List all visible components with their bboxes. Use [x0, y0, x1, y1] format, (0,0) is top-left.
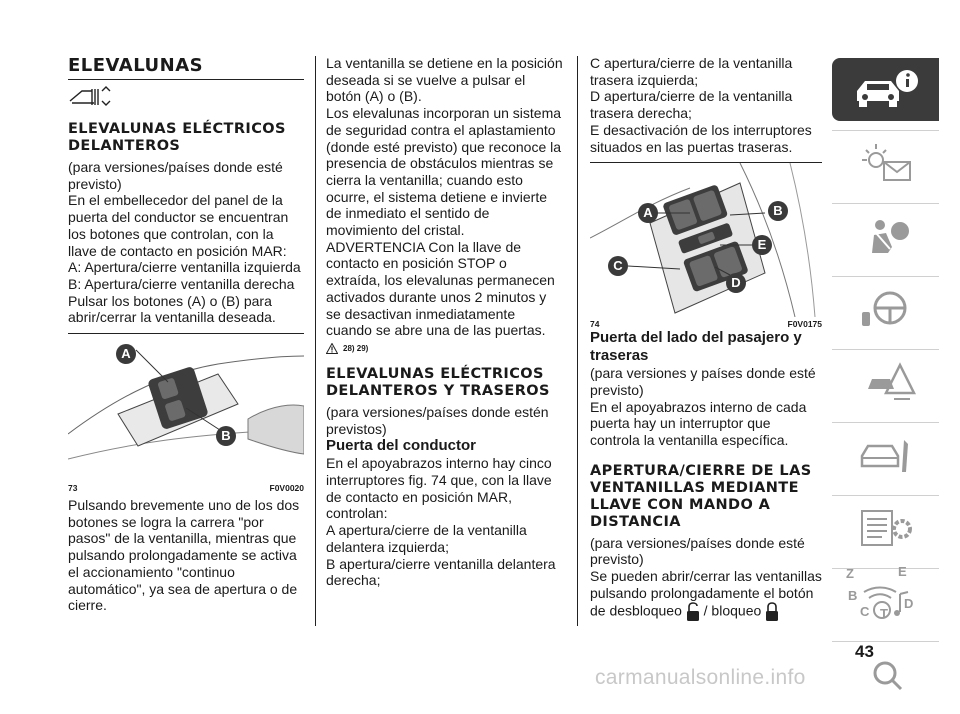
page-number: 43 — [855, 642, 874, 661]
warning-lights-icon — [854, 140, 918, 186]
column-2 — [326, 0, 563, 589]
column-1 — [68, 0, 304, 614]
figure-caption — [590, 319, 822, 329]
paragraph: B apertura/cierre ventanilla delantera derecha; — [326, 555, 556, 589]
paragraph: ADVERTENCIA Con la llave de contacto en posición STOP o extraída, los elevalunas permanecen activados durante unos 2 minutos y se desactivan inmediatamente cuando se abre una de las puertas. — [326, 238, 555, 339]
callout-b: B — [216, 426, 236, 446]
sidebar-tab-index[interactable] — [832, 641, 939, 705]
callout-c: C — [608, 256, 628, 276]
figure-code: F0V0020 — [269, 483, 304, 494]
steering-wheel-icon — [854, 286, 918, 332]
paragraph: A apertura/cierre de la ventanilla delantera izquierda; — [326, 522, 527, 555]
warning-references — [326, 343, 563, 354]
armrest-switches-illustration — [590, 163, 822, 317]
figure-number: 73 — [68, 483, 78, 494]
index-letter: Z — [846, 566, 854, 581]
subheading: Puerta del lado del pasajero y traseras — [590, 329, 802, 365]
sidebar-tab-car-info[interactable] — [832, 58, 939, 121]
paragraph: C apertura/cierre de la ventanilla trasera izquierda; — [590, 55, 793, 88]
figure-code: F0V0175 — [787, 319, 822, 330]
sidebar-tab-starting-driving[interactable] — [832, 276, 939, 340]
watermark: carmanualsonline.info — [595, 666, 806, 689]
subsection-heading: ELEVALUNAS ELÉCTRICOS DELANTEROS — [68, 121, 286, 154]
sidebar-tab-technical-data[interactable] — [832, 495, 939, 559]
paragraph: (para versiones/países donde estén previstos) — [326, 403, 549, 437]
sidebar-tab-warning-lights[interactable] — [832, 130, 939, 194]
section-heading: ELEVALUNAS ELÉCTRICOS DELANTEROS Y TRASEROS — [326, 365, 550, 399]
figure-caption — [68, 483, 304, 493]
figure-74 — [590, 163, 822, 317]
paragraph: (para versiones/países donde esté previsto) — [68, 159, 283, 192]
paragraph: (para versiones y países donde esté previsto) — [590, 365, 816, 398]
index-letter: B — [848, 588, 858, 603]
sidebar-tab-safety[interactable] — [832, 203, 939, 267]
callout-a: A — [638, 203, 658, 223]
paragraph: B: Apertura/cierre ventanilla derecha — [68, 275, 295, 292]
sidebar-tab-maintenance[interactable] — [832, 422, 939, 486]
paragraph: Pulsando brevemente uno de los dos botones se logra la carrera "por pasos" de la ventanilla, mientras que pulsando prolongadamente se activa el accionamiento "continuo automático", ya sea de apertura o de cierre. — [68, 497, 300, 614]
powered-window-icon — [68, 80, 304, 111]
warning-triangle-icon — [326, 343, 338, 354]
subheading: Puerta del conductor — [326, 437, 477, 455]
column-divider — [577, 56, 578, 626]
door-switch-illustration — [68, 334, 304, 481]
index-letter: C — [860, 604, 870, 619]
paragraph: A: Apertura/cierre ventanilla izquierda — [68, 259, 301, 276]
paragraph: E desactivación de los interruptores situados en las puertas traseras. — [590, 121, 812, 155]
section-title: ELEVALUNAS — [68, 55, 204, 76]
paragraph: D apertura/cierre de la ventanilla trasera derecha; — [590, 88, 793, 122]
paragraph: En el apoyabrazos interno de cada puerta hay un interruptor que controla la ventanilla específica. — [590, 398, 807, 449]
figure-number: 74 — [590, 319, 600, 330]
unlock-label: de desbloqueo — [590, 602, 682, 619]
index-letter: E — [898, 564, 907, 579]
paragraph: En el embellecedor del panel de la puerta del conductor se encuentran los botones que controlan, con la llave de contacto en posición MAR: — [68, 192, 289, 259]
paragraph — [590, 602, 822, 622]
emergency-triangle-icon — [854, 359, 918, 405]
unlock-icon — [686, 602, 700, 622]
index-letter: D — [904, 596, 914, 611]
paragraph: Los elevalunas incorporan un sistema de seguridad contra el aplastamiento (donde esté previsto) que reconoce la presencia de obstáculos mientras se cierra la ventanilla; cuando esto ocurre, el sistema detiene e invierte de inmediato el sentido de movimiento del cristal. — [326, 105, 562, 239]
paragraph: Pulsar los botones (A) o (B) para abrir/cerrar la ventanilla deseada. — [68, 292, 276, 326]
lock-label: / bloqueo — [703, 602, 762, 619]
index-letter: T — [880, 606, 888, 621]
callout-a: A — [116, 344, 136, 364]
sidebar-tab-emergency[interactable] — [832, 349, 939, 413]
section-heading: APERTURA/CIERRE DE LAS VENTANILLAS MEDIANTE LLAVE CON MANDO A DISTANCIA — [590, 462, 812, 530]
paragraph: (para versiones/países donde esté previsto) — [590, 534, 805, 568]
index-letters — [832, 562, 939, 625]
airbag-seatbelt-icon — [854, 213, 918, 259]
paragraph: En el apoyabrazos interno hay cinco interruptores fig. 74 que, con la llave de contacto en posición MAR, controlan: — [326, 455, 552, 522]
car-maintenance-icon — [854, 432, 918, 478]
paragraph: Se pueden abrir/cerrar las ventanillas pulsando prolongadamente el botón — [590, 568, 822, 601]
paragraph: La ventanilla se detiene en la posición deseada si se vuelve a pulsar el botón (A) o (B). — [326, 55, 563, 105]
figure-73 — [68, 334, 304, 481]
callout-b: B — [768, 201, 788, 221]
car-info-icon — [851, 67, 921, 113]
column-3 — [590, 0, 822, 622]
callout-e: E — [752, 235, 772, 255]
technical-data-icon — [854, 505, 918, 551]
lock-icon — [765, 602, 779, 622]
warning-refs-text: 28) 29) — [343, 343, 369, 353]
column-divider — [315, 56, 316, 626]
callout-d: D — [726, 273, 746, 293]
